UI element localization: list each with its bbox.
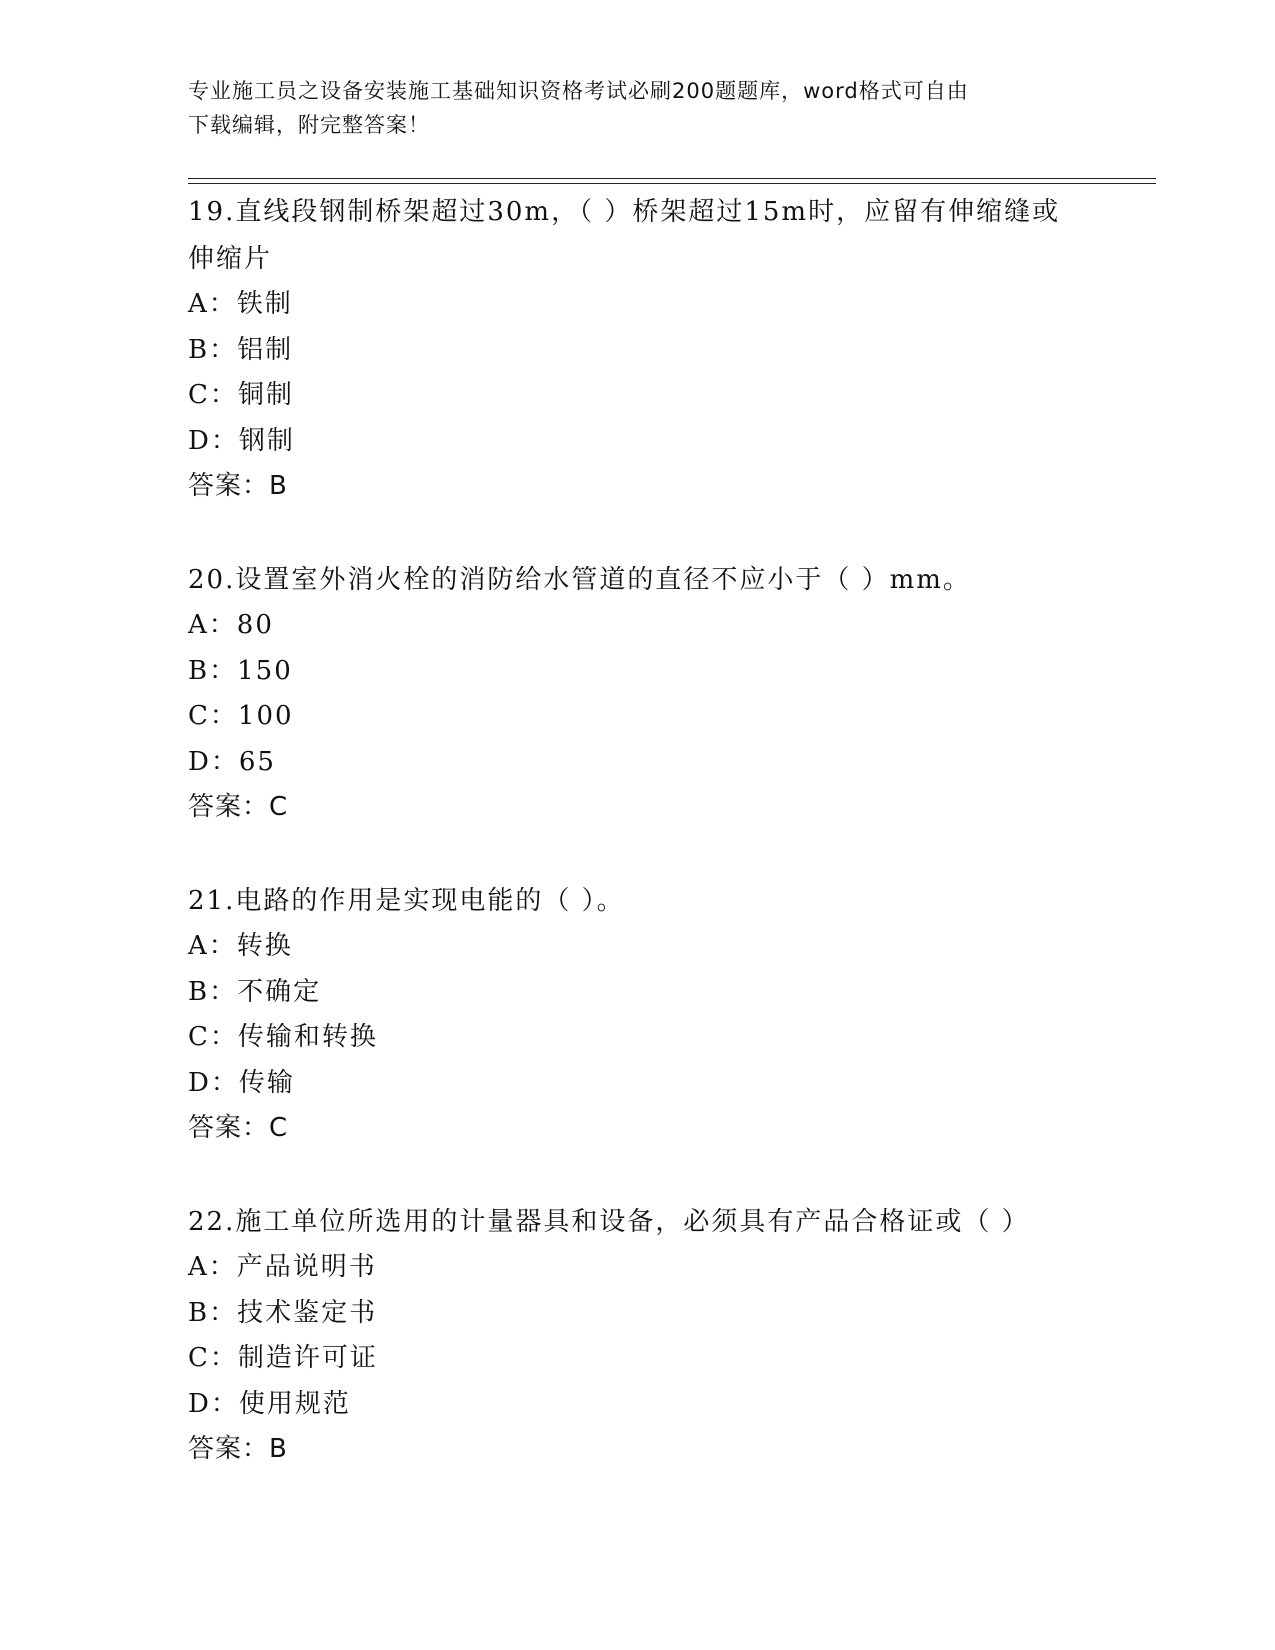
option-text: 传输和转换 <box>237 1022 378 1052</box>
option-b <box>188 649 1088 695</box>
option-b <box>188 970 1088 1016</box>
option-text: 传输 <box>238 1067 295 1098</box>
option-text: 铝制 <box>237 334 294 365</box>
option-text: 钢制 <box>238 425 295 456</box>
option-text: 制造许可证 <box>237 1343 378 1373</box>
option-c <box>188 694 1088 740</box>
option-key: A： <box>188 289 237 319</box>
option-key: D： <box>188 746 239 777</box>
option-key: D： <box>188 425 239 456</box>
option-key: A： <box>188 931 237 961</box>
option-b <box>188 1291 1088 1337</box>
option-c <box>188 1336 1088 1382</box>
header-line-2: 下载编辑，附完整答案！ <box>188 113 430 137</box>
question-19 <box>188 190 1088 509</box>
option-d <box>188 1382 1088 1428</box>
question-list <box>188 188 1088 1472</box>
option-key: A： <box>188 610 237 640</box>
answer-line: 答案：B <box>188 471 288 501</box>
question-stem-continued: 伸缩片 <box>188 244 273 274</box>
option-key: C： <box>188 701 238 731</box>
question-spacer <box>188 1151 1088 1198</box>
option-text: 铁制 <box>236 289 293 319</box>
option-text: 技术鉴定书 <box>237 1297 378 1328</box>
option-a <box>188 1245 1088 1291</box>
question-stem: 22.施工单位所选用的计量器具和设备，必须具有产品合格证或（ ） <box>188 1207 1030 1237</box>
option-key: B： <box>188 976 238 1007</box>
option-c <box>188 373 1088 419</box>
question-stem: 19.直线段钢制桥架超过30m，（ ）桥架超过15m时，应留有伸缩缝或 <box>188 197 1061 227</box>
header-divider-top <box>188 178 1156 179</box>
option-key: B： <box>188 334 238 365</box>
option-text: 转换 <box>236 931 293 961</box>
option-a <box>188 282 1088 328</box>
option-key: D： <box>188 1388 239 1419</box>
option-key: B： <box>188 655 238 686</box>
option-text: 铜制 <box>237 380 294 410</box>
option-text: 150 <box>237 655 293 686</box>
question-20 <box>188 558 1088 830</box>
option-d <box>188 1061 1088 1107</box>
option-key: C： <box>188 380 238 410</box>
answer-line: 答案：C <box>188 792 289 822</box>
option-key: D： <box>188 1067 239 1098</box>
option-key: A： <box>188 1252 237 1282</box>
question-21 <box>188 879 1088 1151</box>
option-text: 80 <box>236 610 274 640</box>
answer-line: 答案：C <box>188 1113 289 1143</box>
option-a <box>188 603 1088 649</box>
option-key: C： <box>188 1022 238 1052</box>
option-text: 使用规范 <box>238 1388 351 1419</box>
option-key: B： <box>188 1297 238 1328</box>
question-stem: 20.设置室外消火栓的消防给水管道的直径不应小于（ ）mm。 <box>188 565 971 595</box>
question-spacer <box>188 509 1088 556</box>
option-b <box>188 328 1088 374</box>
option-d <box>188 419 1088 465</box>
option-text: 65 <box>238 746 276 777</box>
question-spacer <box>188 830 1088 877</box>
question-22 <box>188 1200 1088 1472</box>
option-d <box>188 740 1088 786</box>
option-key: C： <box>188 1343 238 1373</box>
option-text: 100 <box>237 701 294 731</box>
option-text: 不确定 <box>237 976 322 1007</box>
option-a <box>188 924 1088 970</box>
header-line-1: 专业施工员之设备安装施工基础知识资格考试必刷200题题库，word格式可自由 <box>188 79 969 103</box>
document-header <box>188 74 1068 142</box>
option-c <box>188 1015 1088 1061</box>
answer-line: 答案：B <box>188 1434 288 1464</box>
question-stem: 21.电路的作用是实现电能的（ ）。 <box>188 886 625 916</box>
option-text: 产品说明书 <box>236 1252 377 1282</box>
header-divider-bottom <box>188 183 1156 184</box>
